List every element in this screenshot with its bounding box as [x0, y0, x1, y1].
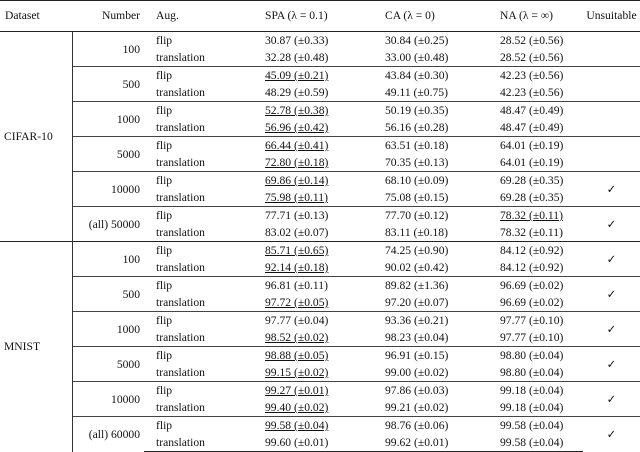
sample-number: 100 [72, 242, 144, 277]
table-row [0, 172, 640, 190]
aug-cell: translation [156, 191, 205, 204]
spa-cell: 32.28 (±0.48) [265, 51, 329, 64]
ca-cell: 33.00 (±0.48) [385, 51, 449, 64]
ca-cell: 97.86 (±0.03) [358, 382, 473, 400]
unsuitable-check-icon: ✓ [583, 207, 640, 242]
spa-cell: 99.27 (±0.01) [238, 382, 358, 400]
spa-cell: 98.52 (±0.02) [265, 331, 329, 344]
na-cell: 84.12 (±0.92) [500, 261, 564, 274]
sample-number: 1000 [72, 102, 144, 137]
sample-number: 10000 [72, 172, 144, 207]
na-cell: 42.23 (±0.56) [473, 67, 583, 85]
unsuitable-check-icon [583, 137, 640, 172]
header-unsuitable: Unsuitable [583, 1, 640, 32]
spa-cell: 97.72 (±0.05) [265, 296, 329, 309]
aug-cell: flip [144, 137, 238, 155]
unsuitable-check-icon [583, 32, 640, 67]
na-cell: 99.18 (±0.04) [500, 401, 564, 414]
na-cell: 98.80 (±0.04) [473, 347, 583, 365]
spa-cell: 98.88 (±0.05) [238, 347, 358, 365]
ca-cell: 68.10 (±0.09) [358, 172, 473, 190]
table-row [0, 277, 640, 295]
aug-cell: flip [144, 417, 238, 435]
ca-cell: 98.76 (±0.06) [358, 417, 473, 435]
table-row [0, 67, 640, 85]
spa-cell: 56.96 (±0.42) [265, 121, 329, 134]
aug-cell: translation [156, 86, 205, 99]
na-cell: 69.28 (±0.35) [500, 191, 564, 204]
aug-cell: flip [144, 312, 238, 330]
na-cell: 97.77 (±0.10) [500, 331, 564, 344]
sample-number: 500 [72, 67, 144, 102]
ca-cell: 83.11 (±0.18) [385, 226, 448, 239]
aug-cell: translation [156, 296, 205, 309]
table-row [0, 347, 640, 365]
aug-cell: flip [144, 382, 238, 400]
na-cell: 98.80 (±0.04) [500, 366, 564, 379]
spa-cell: 85.71 (±0.65) [238, 242, 358, 260]
table-row [0, 312, 640, 330]
na-cell: 97.77 (±0.10) [473, 312, 583, 330]
ca-cell: 96.91 (±0.15) [358, 347, 473, 365]
ca-cell: 50.19 (±0.35) [358, 102, 473, 120]
header-na: NA (λ = ∞) [473, 1, 583, 32]
ca-cell: 89.82 (±1.36) [358, 277, 473, 295]
table-row [0, 417, 640, 435]
unsuitable-check-icon: ✓ [583, 277, 640, 312]
na-cell: 78.32 (±0.11) [500, 226, 563, 239]
unsuitable-check-icon [583, 102, 640, 137]
aug-cell: flip [144, 277, 238, 295]
na-cell: 99.58 (±0.04) [473, 417, 583, 435]
aug-cell: flip [144, 242, 238, 260]
spa-cell: 72.80 (±0.18) [265, 156, 329, 169]
aug-cell: translation [156, 226, 205, 239]
table-row [0, 137, 640, 155]
ca-cell: 49.11 (±0.75) [385, 86, 448, 99]
ca-cell: 70.35 (±0.13) [385, 156, 449, 169]
aug-cell: flip [144, 102, 238, 120]
na-cell: 28.52 (±0.56) [473, 32, 583, 50]
unsuitable-check-icon: ✓ [583, 242, 640, 277]
spa-cell: 99.60 (±0.01) [238, 434, 358, 452]
header-aug: Aug. [144, 1, 238, 32]
table-row [0, 382, 640, 400]
sample-number: 500 [72, 277, 144, 312]
aug-cell: translation [156, 331, 205, 344]
aug-cell: translation [156, 156, 205, 169]
spa-cell: 52.78 (±0.38) [238, 102, 358, 120]
unsuitable-check-icon: ✓ [583, 417, 640, 452]
aug-cell: flip [144, 207, 238, 225]
aug-cell: flip [144, 172, 238, 190]
spa-cell: 48.29 (±0.59) [265, 86, 329, 99]
table-row [0, 32, 640, 50]
aug-cell: translation [144, 434, 238, 452]
table-row [0, 207, 640, 225]
unsuitable-check-icon: ✓ [583, 172, 640, 207]
results-body [0, 32, 640, 452]
aug-cell: translation [156, 401, 205, 414]
header-dataset: Dataset [0, 1, 72, 32]
unsuitable-check-icon: ✓ [583, 347, 640, 382]
na-cell: 99.18 (±0.04) [473, 382, 583, 400]
sample-number: 10000 [72, 382, 144, 417]
spa-cell: 99.15 (±0.02) [265, 366, 329, 379]
ca-cell: 30.84 (±0.25) [358, 32, 473, 50]
sample-number: (all) 50000 [72, 207, 144, 242]
dataset-name: MNIST [0, 242, 72, 452]
spa-cell: 83.02 (±0.07) [265, 226, 329, 239]
aug-cell: translation [156, 51, 205, 64]
ca-cell: 99.21 (±0.02) [385, 401, 449, 414]
aug-cell: translation [156, 261, 205, 274]
aug-cell: translation [156, 366, 205, 379]
sample-number: 100 [72, 32, 144, 67]
sample-number: 5000 [72, 347, 144, 382]
na-cell: 78.32 (±0.11) [473, 207, 583, 225]
spa-cell: 97.77 (±0.04) [238, 312, 358, 330]
sample-number: 1000 [72, 312, 144, 347]
spa-cell: 45.09 (±0.21) [238, 67, 358, 85]
na-cell: 64.01 (±0.19) [473, 137, 583, 155]
header-ca: CA (λ = 0) [358, 1, 473, 32]
unsuitable-check-icon: ✓ [583, 382, 640, 417]
header-number: Number [72, 1, 144, 32]
spa-cell: 96.81 (±0.11) [238, 277, 358, 295]
table-row [0, 102, 640, 120]
unsuitable-check-icon [583, 67, 640, 102]
ca-cell: 99.62 (±0.01) [358, 434, 473, 452]
na-cell: 48.47 (±0.49) [500, 121, 564, 134]
spa-cell: 99.40 (±0.02) [265, 401, 329, 414]
spa-cell: 30.87 (±0.33) [238, 32, 358, 50]
ca-cell: 93.36 (±0.21) [358, 312, 473, 330]
ca-cell: 77.70 (±0.12) [358, 207, 473, 225]
na-cell: 84.12 (±0.92) [473, 242, 583, 260]
ca-cell: 97.20 (±0.07) [385, 296, 449, 309]
sample-number: (all) 60000 [72, 417, 144, 452]
unsuitable-check-icon: ✓ [583, 312, 640, 347]
spa-cell: 92.14 (±0.18) [265, 261, 329, 274]
dataset-name: CIFAR-10 [0, 32, 72, 242]
header-spa: SPA (λ = 0.1) [238, 1, 358, 32]
aug-cell: flip [144, 67, 238, 85]
spa-cell: 77.71 (±0.13) [238, 207, 358, 225]
aug-cell: translation [156, 121, 205, 134]
ca-cell: 98.23 (±0.04) [385, 331, 449, 344]
ca-cell: 74.25 (±0.90) [358, 242, 473, 260]
na-cell: 96.69 (±0.02) [500, 296, 564, 309]
na-cell: 64.01 (±0.19) [500, 156, 564, 169]
ca-cell: 56.16 (±0.28) [385, 121, 449, 134]
spa-cell: 99.58 (±0.04) [238, 417, 358, 435]
ca-cell: 43.84 (±0.30) [358, 67, 473, 85]
header-row [0, 1, 640, 32]
na-cell: 48.47 (±0.49) [473, 102, 583, 120]
ca-cell: 63.51 (±0.18) [358, 137, 473, 155]
aug-cell: flip [144, 347, 238, 365]
spa-cell: 66.44 (±0.41) [238, 137, 358, 155]
spa-cell: 75.98 (±0.11) [265, 191, 328, 204]
na-cell: 42.23 (±0.56) [500, 86, 564, 99]
ca-cell: 90.02 (±0.42) [385, 261, 449, 274]
ca-cell: 99.00 (±0.02) [385, 366, 449, 379]
na-cell: 69.28 (±0.35) [473, 172, 583, 190]
table-row [0, 242, 640, 260]
spa-cell: 69.86 (±0.14) [238, 172, 358, 190]
sample-number: 5000 [72, 137, 144, 172]
na-cell: 96.69 (±0.02) [473, 277, 583, 295]
ca-cell: 75.08 (±0.15) [385, 191, 449, 204]
na-cell: 28.52 (±0.56) [500, 51, 564, 64]
na-cell: 99.58 (±0.04) [473, 434, 583, 452]
aug-cell: flip [144, 32, 238, 50]
